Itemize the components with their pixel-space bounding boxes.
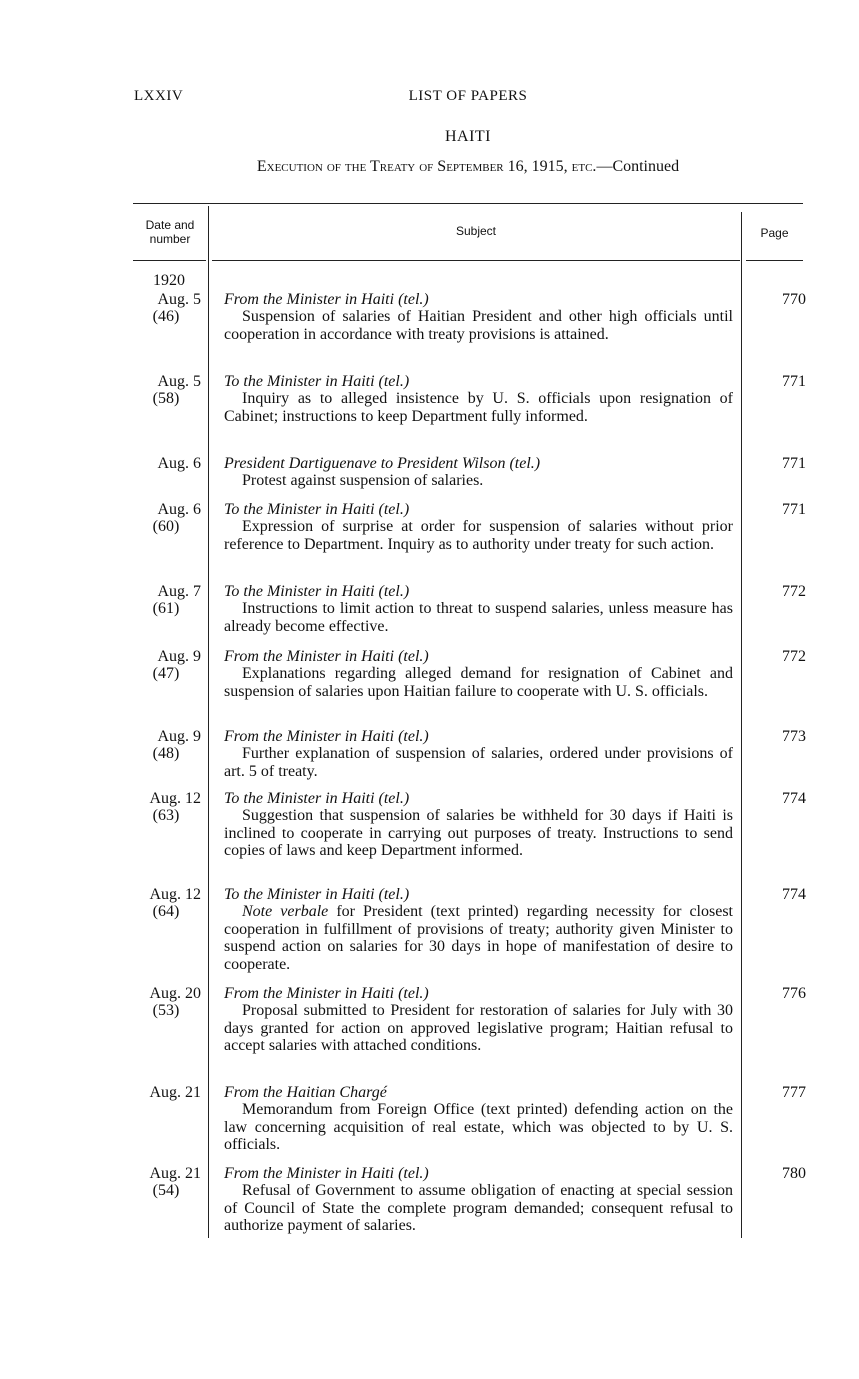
entry-date: Aug. 6 [157, 455, 201, 472]
entry-date: Aug. 5 [157, 373, 201, 390]
entry-page: 771 [782, 373, 806, 390]
entry-date: Aug. 21 [149, 1165, 201, 1182]
note-verbale: Note verbale [242, 903, 329, 921]
entry-date: Aug. 12 [149, 790, 201, 807]
header-rule-date [133, 260, 206, 261]
entry-summary: Inquiry as to alleged insistence by U. S. officials upon resignation of Cabinet; instructions to keep Department fully informed. [224, 390, 733, 425]
entry-correspondent: From the Minister in Haiti (tel.) [224, 648, 429, 665]
entry-subject [224, 455, 733, 490]
entry-summary: Note verbale for President (text printed) regarding necessity for closest cooperation in fulfillment of provisions of treaty; authority given Minister to suspend action on salaries for 30 days in hope of manifestation of desire to cooperate. [224, 903, 734, 973]
section-heading [0, 158, 859, 176]
section-title: Execution of the Treaty of September [256, 158, 504, 175]
column-header-date: Date and number [145, 218, 195, 246]
entry-number: (58) [152, 390, 180, 408]
entry-summary: Protest against suspension of salaries. [242, 472, 484, 490]
entry-summary: Proposal submitted to President for restoration of salaries for July with 30 days granted for action on approved legislative program; Haitian refusal to accept salaries with attached conditions. [224, 1002, 733, 1055]
entry-page: 777 [782, 1084, 806, 1101]
entry-summary: Expression of surprise at order for suspension of salaries without prior reference to Department. Inquiry as to authority under treaty for such action. [224, 518, 733, 553]
entry-correspondent: To the Minister in Haiti (tel.) [224, 790, 410, 807]
entry-page: 772 [782, 583, 806, 600]
entry-summary: Memorandum from Foreign Office (text printed) defending action on the law concerning acquisition of real estate, which was objected to by U. S. officials. [224, 1101, 733, 1154]
column-divider-page [741, 212, 742, 1238]
entry-date: Aug. 7 [157, 583, 201, 600]
entry-page: 771 [782, 501, 806, 518]
entry-subject [224, 790, 733, 860]
header-rule-subject [212, 260, 740, 261]
entry-summary: Suspension of salaries of Haitian President and other high officials until cooperation in accordance with treaty provisions is attained. [224, 308, 733, 343]
entry-date: Aug. 6 [157, 501, 201, 518]
entry-correspondent: From the Minister in Haiti (tel.) [224, 985, 429, 1002]
entry-number: (47) [152, 665, 180, 683]
entry-correspondent: President Dartiguenave to President Wilson (tel.) [224, 455, 541, 472]
entry-number: (63) [152, 807, 180, 825]
entry-number: (64) [152, 903, 180, 921]
country-heading: HAITI [444, 128, 492, 145]
entry-date: Aug. 21 [149, 1084, 201, 1101]
entry-date: Aug. 12 [149, 886, 201, 903]
section-etc: etc. [571, 158, 597, 175]
entry-number: (60) [152, 518, 180, 536]
entry-summary: Instructions to limit action to threat to suspend salaries, unless measure has already become effective. [224, 600, 733, 635]
entry-subject [224, 501, 733, 553]
entry-subject [224, 1084, 733, 1154]
entry-summary: Further explanation of suspension of salaries, ordered under provisions of art. 5 of treaty. [224, 745, 733, 780]
entry-number: (48) [152, 745, 180, 763]
table-top-rule [133, 203, 803, 204]
entry-date: Aug. 5 [157, 291, 201, 308]
entry-page: 776 [782, 985, 806, 1002]
entry-correspondent: From the Minister in Haiti (tel.) [224, 291, 429, 308]
entry-correspondent: From the Haitian Chargé [224, 1084, 387, 1101]
entry-subject [224, 1165, 733, 1235]
column-divider-date [208, 206, 209, 1238]
entry-subject [224, 648, 733, 700]
running-title: LIST OF PAPERS [408, 88, 528, 104]
entry-page: 770 [782, 291, 806, 308]
entry-correspondent: To the Minister in Haiti (tel.) [224, 373, 410, 390]
column-header-subject: Subject [455, 224, 497, 238]
entry-page: 780 [782, 1165, 806, 1182]
section-continued: —Continued [596, 158, 680, 175]
entry-number: (53) [152, 1002, 180, 1020]
entry-subject [224, 985, 733, 1055]
entry-correspondent: To the Minister in Haiti (tel.) [224, 501, 410, 518]
entry-page: 772 [782, 648, 806, 665]
entry-page: 771 [782, 455, 806, 472]
entry-date: Aug. 9 [157, 728, 201, 745]
entry-number: (61) [152, 600, 180, 618]
entry-page: 773 [782, 728, 806, 745]
entry-subject [224, 373, 733, 425]
entry-page: 774 [782, 886, 806, 903]
entry-number: (46) [152, 308, 180, 326]
entry-correspondent: From the Minister in Haiti (tel.) [224, 728, 429, 745]
year-label: 1920 [153, 272, 185, 289]
entry-subject [224, 728, 733, 780]
entry-correspondent: To the Minister in Haiti (tel.) [224, 886, 410, 903]
entry-number: (54) [152, 1182, 180, 1200]
column-header-page: Page [760, 226, 789, 240]
entry-summary: Suggestion that suspension of salaries be withheld for 30 days if Haiti is inclined to cooperate in carrying out purposes of treaty. Instructions to send copies of laws and keep Department informed. [224, 807, 733, 860]
entry-date: Aug. 20 [149, 985, 201, 1002]
entry-summary: Explanations regarding alleged demand for resignation of Cabinet and suspension of salaries upon Haitian failure to cooperate with U. S. officials. [224, 665, 733, 700]
header-rule-page [746, 260, 803, 261]
entry-date: Aug. 9 [157, 648, 201, 665]
entry-correspondent: To the Minister in Haiti (tel.) [224, 583, 410, 600]
section-date: 16, 1915, [507, 158, 568, 175]
entry-page: 774 [782, 790, 806, 807]
entry-summary: Refusal of Government to assume obligation of enacting at special session of Council of State the complete program demanded; consequent refusal to authorize payment of salaries. [224, 1182, 733, 1235]
running-head [0, 88, 859, 108]
page-folio: LXXIV [134, 88, 184, 104]
entry-subject [224, 291, 733, 343]
entry-subject [224, 583, 733, 635]
entry-correspondent: From the Minister in Haiti (tel.) [224, 1165, 429, 1182]
entry-subject [224, 886, 733, 973]
